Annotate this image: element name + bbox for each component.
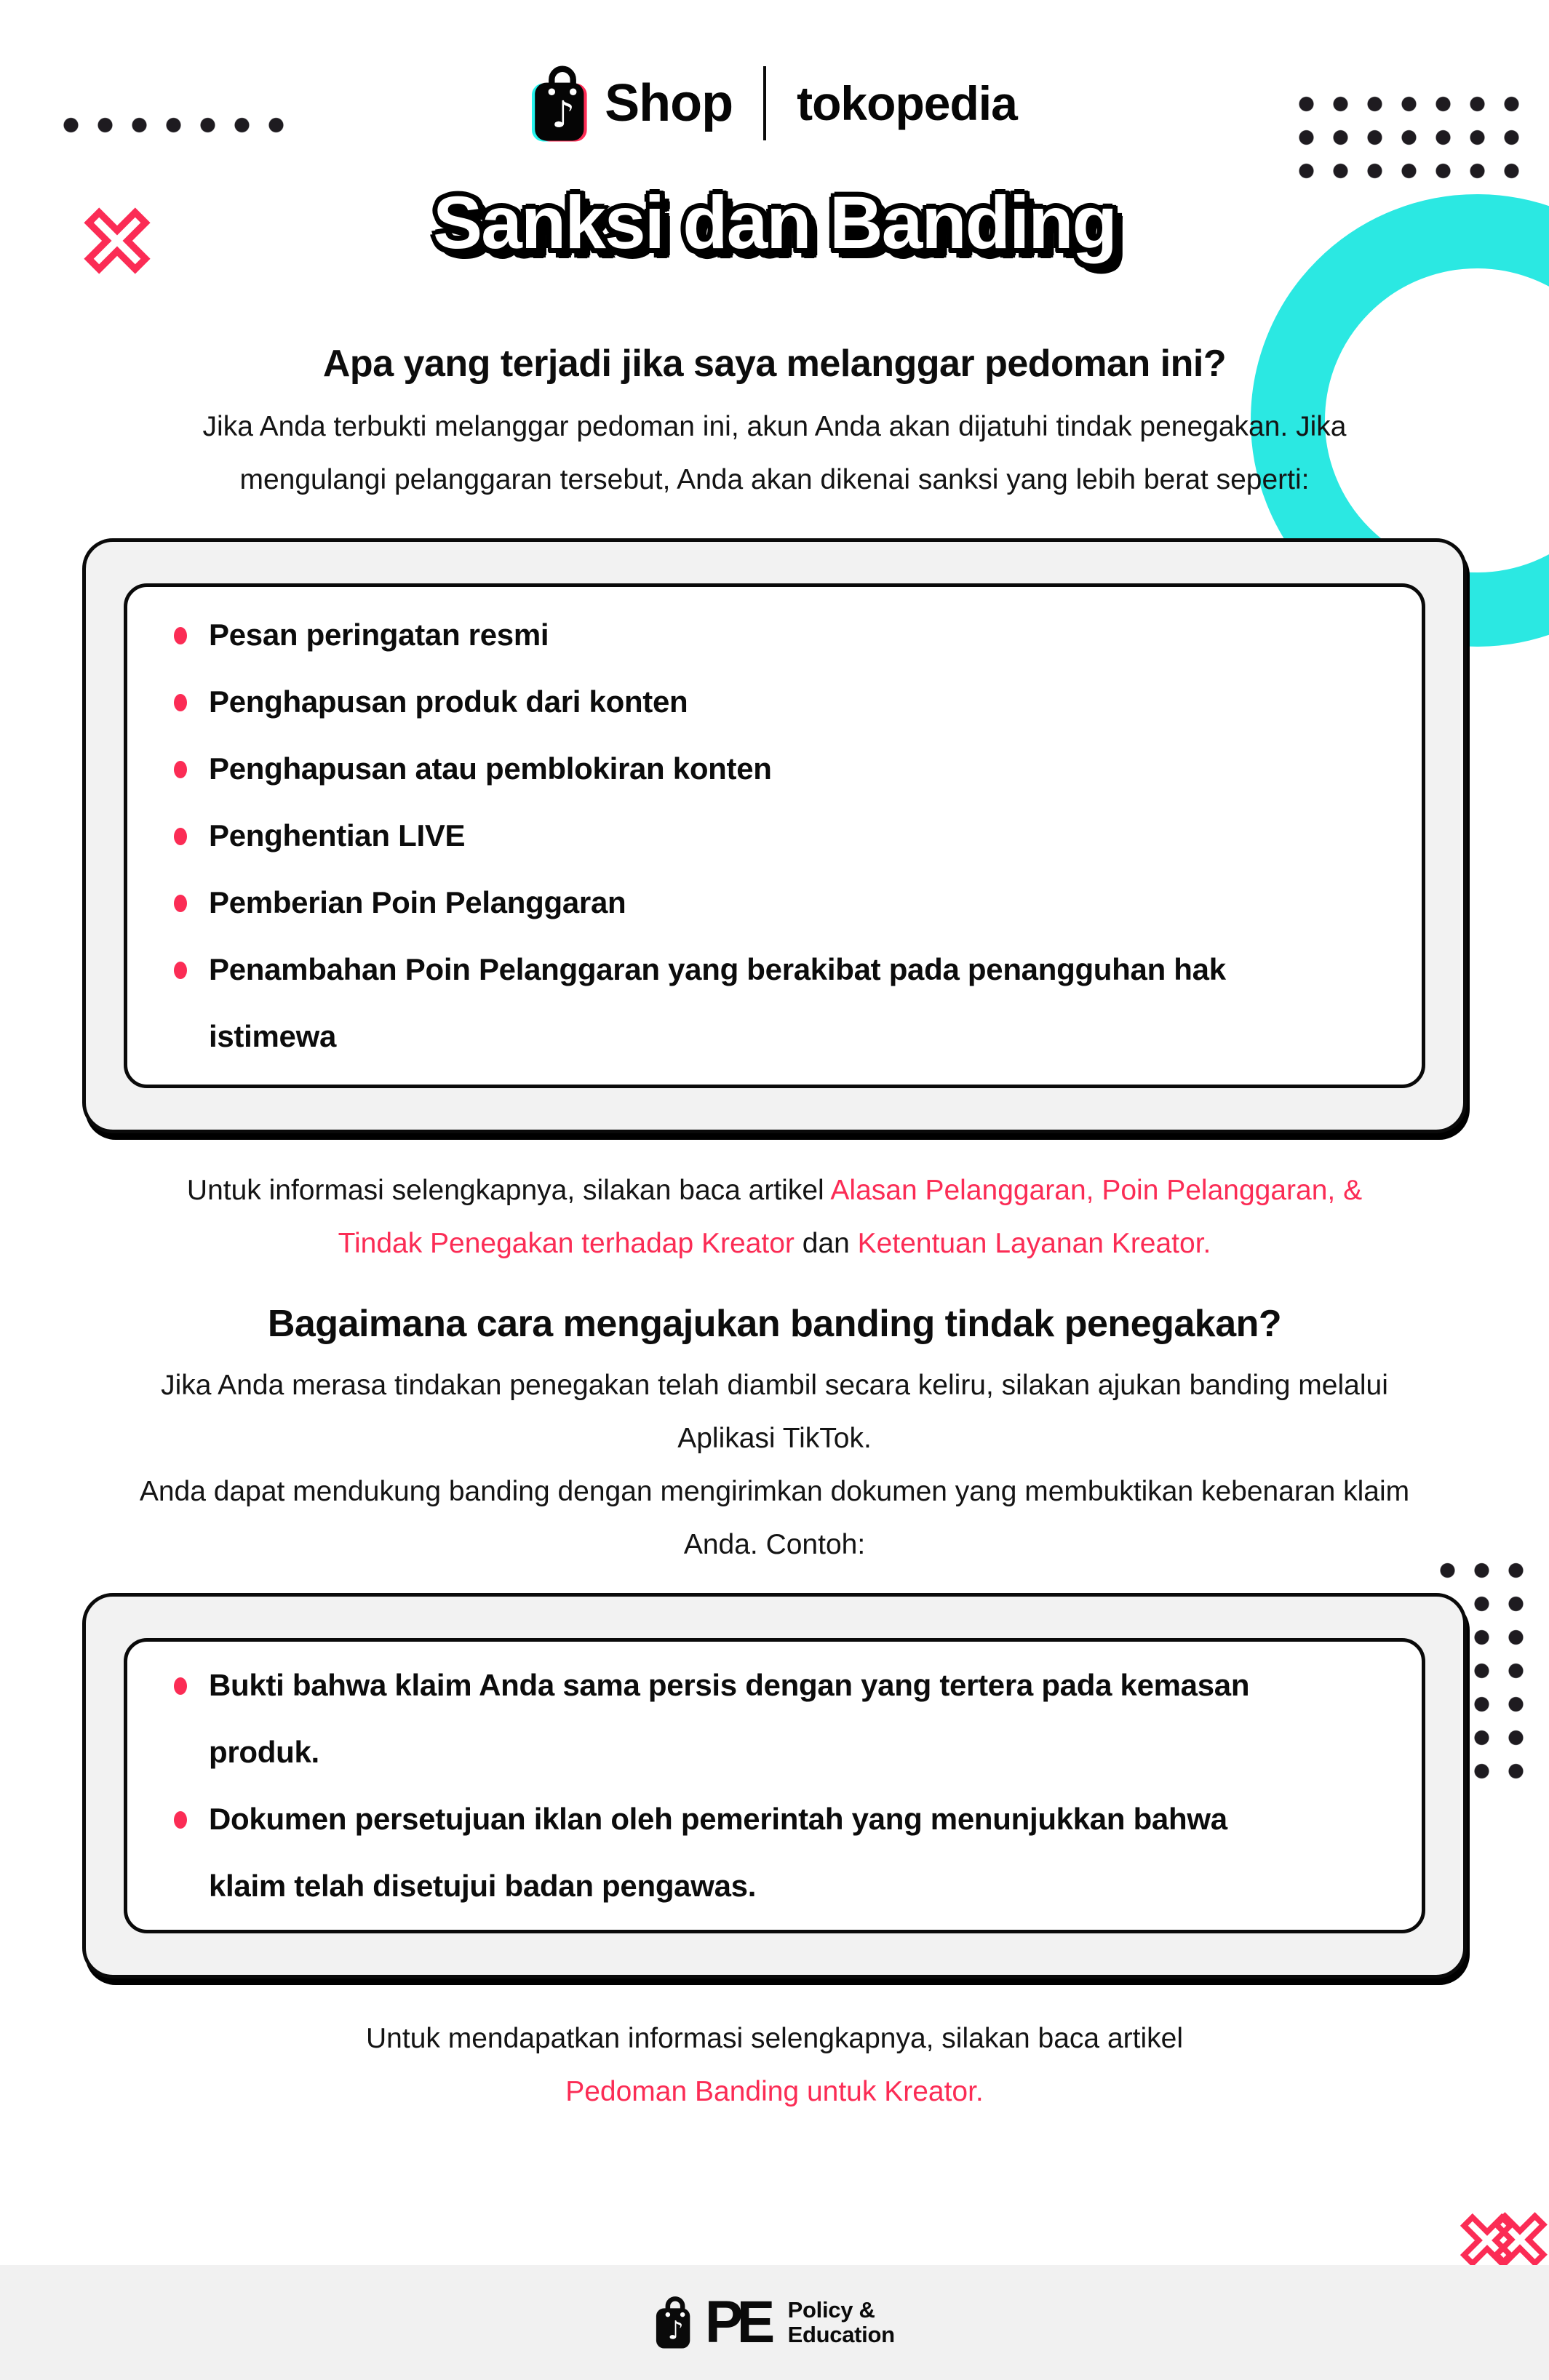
tiktok-shop-bag-icon [532,61,593,145]
more-info-middle: dan [794,1228,858,1259]
sanction-item: Pemberian Poin Pelanggaran [174,869,1251,936]
examples-list [174,1652,1375,1920]
sanction-item: Penambahan Poin Pelanggaran yang berakibat pada penangguhan hak istimewa [174,936,1251,1070]
policy-education-monogram: PE [705,2289,769,2355]
shop-wordmark: Shop [605,74,733,132]
sanction-item: Penghentian LIVE [174,802,1251,869]
svg-text:♪: ♪ [551,92,576,136]
sanctions-list [174,602,1375,1070]
section2-para1: Jika Anda merasa tindakan penegakan telah diambil secara keliru, silakan ajukan banding melalui Aplikasi TikTok. [161,1370,1388,1454]
page-title: Sanksi dan Banding [433,181,1116,264]
policy-education-label [788,2298,895,2347]
bullet-dot-icon [174,1811,187,1829]
section1-intro: Jika Anda terbukti melanggar pedoman ini, akun Anda akan dijatuhi tindak penegakan. Jika mengulangi pelanggaran tersebut, Anda akan dikenai sanksi yang lebih berat seperti: [202,411,1347,495]
section-sanctions [0,340,1549,1270]
examples-panel-inner [124,1638,1425,1933]
more-info2-prefix: Untuk mendapatkan informasi selengkapnya, silakan baca artikel [366,2023,1183,2054]
section2-para2: Anda dapat mendukung banding dengan mengirimkan dokumen yang membuktikan kebenaran klaim Anda. Contoh: [139,1476,1410,1560]
bullet-dot-icon [174,962,187,979]
more-info-prefix: Untuk informasi selengkapnya, silakan baca artikel [186,1175,831,1206]
footer [0,2265,1549,2380]
sanctions-panel-inner [124,583,1425,1088]
footer-line1: Policy & [787,2297,875,2323]
brand-header [0,61,1549,145]
sanction-item: Penghapusan atau pemblokiran konten [174,735,1251,802]
sanctions-panel [82,538,1467,1133]
section2-more-info [164,2012,1386,2118]
sanction-item: Penghapusan produk dari konten [174,668,1251,735]
bullet-dot-icon [174,627,187,644]
examples-panel [82,1593,1467,1978]
link-alasan-pelanggaran[interactable]: Alasan Pelanggaran, Poin Pelanggaran, & Tindak Penegakan terhadap Kreator [338,1175,1363,1259]
section1-heading: Apa yang terjadi jika saya melanggar pedoman ini? [322,343,1227,385]
tiktok-bag-icon-footer [654,2293,696,2352]
link-pedoman-banding[interactable]: Pedoman Banding untuk Kreator. [565,2076,984,2107]
sanction-item: Pesan peringatan resmi [174,602,1251,668]
link-ketentuan-layanan-kreator[interactable]: Ketentuan Layanan Kreator. [857,1228,1211,1259]
logo-divider [763,66,766,140]
example-item: Dokumen persetujuan iklan oleh pemerintah yang menunjukkan bahwa klaim telah disetujui badan pengawas. [174,1786,1280,1920]
tokopedia-wordmark: tokopedia [797,76,1017,130]
footer-line2: Education [787,2322,895,2347]
example-item: Bukti bahwa klaim Anda sama persis dengan yang tertera pada kemasan produk. [174,1652,1280,1786]
section2-heading: Bagaimana cara mengajukan banding tindak penegakan? [267,1303,1282,1345]
bullet-dot-icon [174,895,187,912]
bullet-dot-icon [174,1677,187,1695]
bullet-dot-icon [174,828,187,845]
section1-more-info [164,1164,1386,1270]
bullet-dot-icon [174,694,187,711]
svg-text:♪: ♪ [667,2316,685,2346]
section-appeals [0,1301,1549,2118]
bullet-dot-icon [174,761,187,778]
